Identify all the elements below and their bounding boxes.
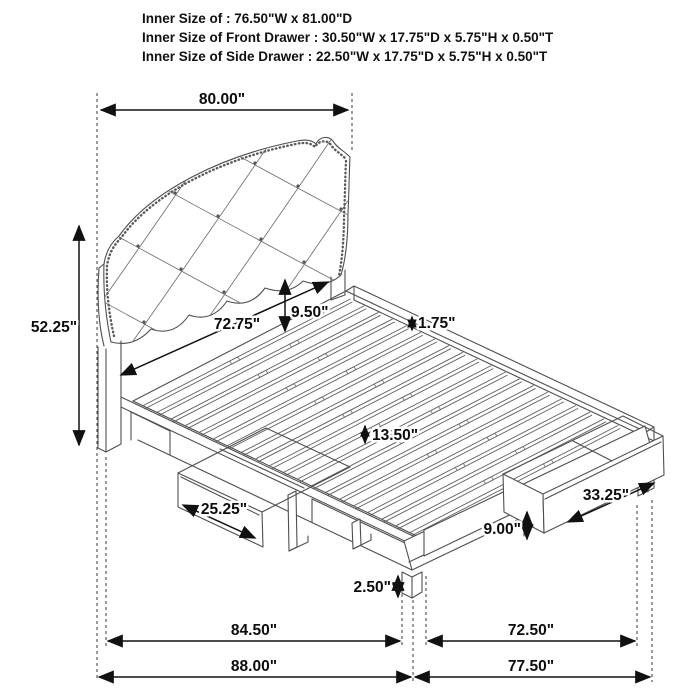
dim-headboard-inner-width-label: 72.75" xyxy=(213,316,261,333)
dim-overall-height-label: 52.25" xyxy=(30,319,78,336)
drawer-supports xyxy=(288,491,371,551)
header-side-drawer-size: Inner Size of Side Drawer : 22.50"W x 17.75"D x 5.75"H x 0.50"T xyxy=(142,49,548,64)
header-inner-size: Inner Size of : 76.50"W x 81.00"D xyxy=(142,11,353,26)
dim-slat-support-spacing xyxy=(365,426,418,444)
dim-side-inner-length xyxy=(108,622,400,641)
headboard-left-leg xyxy=(98,341,121,452)
storage-base xyxy=(131,412,412,570)
dim-drawer-height-label: 9.00" xyxy=(483,521,521,538)
dim-foot-overall-width xyxy=(415,658,650,677)
front-corner-leg xyxy=(402,572,422,598)
dim-headboard-to-slats-label: 9.50" xyxy=(291,304,329,321)
dim-slat-support-spacing-label: 13.50" xyxy=(372,427,419,444)
dim-side-drawer-front-label: 25.25" xyxy=(200,501,248,518)
dim-side-inner-length-label: 84.50" xyxy=(230,622,278,639)
dim-slat-thickness xyxy=(412,315,456,332)
header-notes xyxy=(142,11,554,64)
dim-leg-height-label: 2.50" xyxy=(353,579,391,596)
dim-slat-thickness-label: 1.75" xyxy=(418,315,456,332)
dim-foot-inner-width-label: 72.50" xyxy=(507,622,555,639)
dim-leg-height xyxy=(353,576,398,597)
dim-overall-length-label: 88.00" xyxy=(230,658,278,675)
header-front-drawer-size: Inner Size of Front Drawer : 30.50"W x 17.75"D x 5.75"H x 0.50"T xyxy=(142,30,554,45)
dim-overall-width-label: 80.00" xyxy=(198,91,246,108)
dim-overall-width xyxy=(101,91,348,110)
dim-front-drawer-front-label: 33.25" xyxy=(582,487,630,504)
headboard-side-panel xyxy=(98,264,104,346)
dim-overall-height xyxy=(31,226,79,445)
dim-overall-length xyxy=(99,658,411,677)
dim-foot-inner-width xyxy=(428,622,635,641)
dim-foot-overall-width-label: 77.50" xyxy=(507,658,555,675)
